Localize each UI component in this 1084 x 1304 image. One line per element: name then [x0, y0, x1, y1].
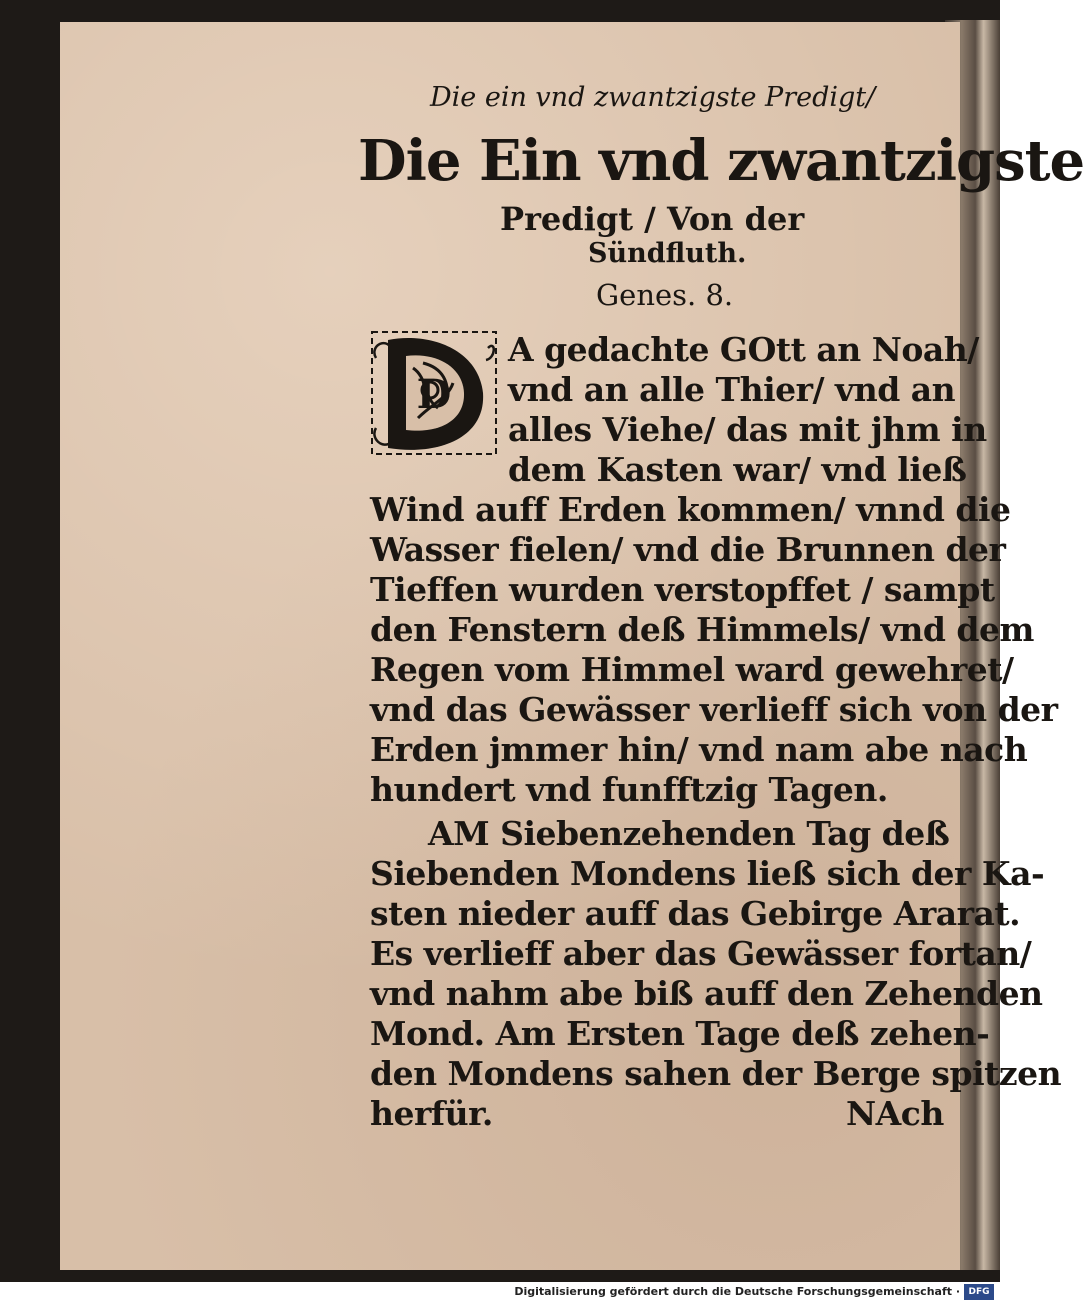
- catchword: NAch: [846, 1094, 944, 1133]
- body-line-16: Es verlieff aber das Gewässer fortan/: [370, 934, 1032, 973]
- body-line-5: Wind auff Erden kommen/ vnnd die: [370, 490, 1011, 529]
- sermon-subtitle-2: Sündfluth.: [588, 238, 747, 269]
- body-line-13: AM Siebenzehenden Tag deß: [428, 814, 950, 853]
- body-line-9: Regen vom Himmel ward gewehret/: [370, 650, 1014, 689]
- body-line-2: vnd an alle Thier/ vnd an: [508, 370, 956, 409]
- running-head: Die ein vnd zwantzigste Predigt/: [430, 82, 876, 113]
- funding-notice: Digitalisierung gefördert durch die Deutsche Forschungsgemeinschaft ·: [514, 1285, 960, 1298]
- initial-letter: D: [416, 371, 452, 418]
- body-line-17: vnd nahm abe biß auff den Zehenden: [370, 974, 1043, 1013]
- body-line-20: herfür.: [370, 1094, 493, 1133]
- body-line-15: sten nieder auff das Gebirge Ararat.: [370, 894, 1021, 933]
- body-line-1: A gedachte GOtt an Noah/: [508, 330, 979, 369]
- body-line-18: Mond. Am Ersten Tage deß zehen-: [370, 1014, 990, 1053]
- dfg-logo: DFG: [964, 1284, 994, 1300]
- body-line-11: Erden jmmer hin/ vnd nam abe nach: [370, 730, 1028, 769]
- decorated-initial: [368, 328, 500, 458]
- body-line-3: alles Viehe/ das mit jhm in: [508, 410, 987, 449]
- body-line-8: den Fenstern deß Himmels/ vnd dem: [370, 610, 1034, 649]
- sermon-title: Die Ein vnd zwantzigste: [358, 128, 1084, 194]
- body-line-6: Wasser fielen/ vnd die Brunnen der: [370, 530, 1006, 569]
- sermon-subtitle: Predigt / Von der: [500, 200, 805, 238]
- body-line-7: Tieffen wurden verstopffet / sampt: [370, 570, 995, 609]
- scripture-reference: Genes. 8.: [596, 278, 734, 312]
- body-line-10: vnd das Gewässer verlieff sich von der: [370, 690, 1058, 729]
- body-line-19: den Mondens sahen der Berge spitzen: [370, 1054, 1062, 1093]
- initial-ornament: [368, 328, 500, 458]
- body-line-4: dem Kasten war/ vnd ließ: [508, 450, 967, 489]
- body-line-12: hundert vnd funfftzig Tagen.: [370, 770, 888, 809]
- body-line-14: Siebenden Mondens ließ sich der Ka-: [370, 854, 1045, 893]
